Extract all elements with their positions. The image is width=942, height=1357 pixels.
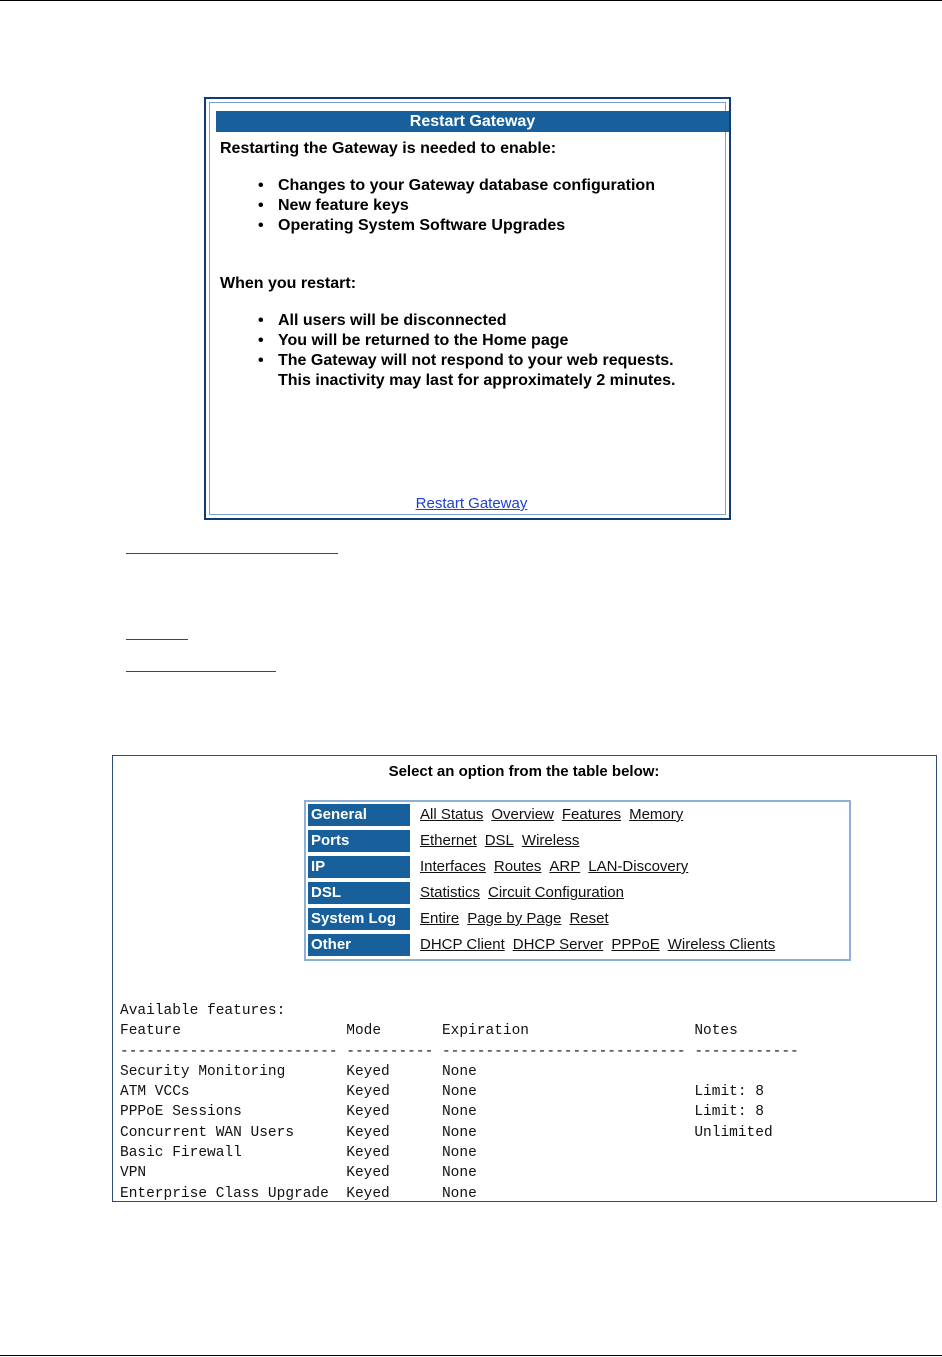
- feature-mode: Keyed: [346, 1145, 390, 1162]
- restart-effects-list: [258, 311, 678, 391]
- feature-name: Basic Firewall: [120, 1145, 242, 1162]
- nav-link-statistics[interactable]: Statistics: [420, 884, 481, 901]
- status-panel: [112, 755, 937, 1202]
- feature-row: [120, 1165, 694, 1181]
- feature-mode: Keyed: [346, 1165, 390, 1182]
- feature-mode: Keyed: [346, 1185, 390, 1202]
- separator-segment: ----------------------------: [441, 1043, 686, 1060]
- nav-link-dhcp-client[interactable]: DHCP Client: [420, 936, 505, 953]
- feature-mode: Keyed: [346, 1084, 390, 1101]
- nav-row-system-log: [308, 908, 848, 930]
- feature-name: Concurrent WAN Users: [120, 1124, 295, 1141]
- list-item: • Changes to your Gateway database configuration: [258, 176, 658, 196]
- nav-link-interfaces[interactable]: Interfaces: [420, 858, 486, 875]
- feature-expiration: None: [441, 1063, 477, 1080]
- feature-notes: Unlimited: [694, 1124, 773, 1141]
- feature-row: [120, 1064, 694, 1080]
- feature-row: [120, 1084, 764, 1100]
- feature-mode: Keyed: [346, 1063, 390, 1080]
- separator-segment: -------------------------: [120, 1043, 338, 1060]
- nav-link-memory[interactable]: Memory: [629, 806, 684, 823]
- feature-name: PPPoE Sessions: [120, 1104, 242, 1121]
- feature-name: Enterprise Class Upgrade: [120, 1185, 329, 1202]
- restart-intro-text: Restarting the Gateway is needed to enable:: [220, 140, 557, 157]
- nav-link-routes[interactable]: Routes: [493, 858, 542, 875]
- feature-expiration: None: [441, 1104, 477, 1121]
- feature-mode: Keyed: [346, 1124, 390, 1141]
- nav-link-dsl[interactable]: DSL: [484, 832, 514, 849]
- feature-expiration: None: [442, 1084, 477, 1101]
- feature-row: [120, 1104, 764, 1120]
- header-expiration: Expiration: [441, 1023, 529, 1040]
- nav-row-general: [308, 804, 848, 826]
- nav-link-entire[interactable]: Entire: [420, 910, 460, 927]
- nav-category: Ports: [308, 830, 410, 852]
- nav-link-circuit-configuration[interactable]: Circuit Configuration: [488, 884, 624, 901]
- feature-notes: Limit: 8: [694, 1104, 764, 1121]
- nav-link-dhcp-server[interactable]: DHCP Server: [512, 936, 604, 953]
- features-separator-row: [120, 1044, 799, 1060]
- link-underline[interactable]: [126, 639, 188, 640]
- link-underline[interactable]: [126, 553, 338, 554]
- feature-mode: Keyed: [346, 1104, 390, 1121]
- feature-row: [120, 1186, 694, 1202]
- top-rule: [0, 0, 942, 1]
- nav-category: Other: [308, 934, 410, 956]
- feature-row: [120, 1125, 773, 1141]
- nav-category: System Log: [308, 908, 410, 930]
- header-mode: Mode: [346, 1023, 382, 1040]
- separator-segment: ----------: [346, 1043, 434, 1060]
- nav-row-other: [308, 934, 848, 956]
- features-header-row: [120, 1023, 738, 1039]
- nav-links: [420, 910, 617, 928]
- nav-link-wireless[interactable]: Wireless: [521, 832, 580, 849]
- restart-gateway-link[interactable]: Restart Gateway: [415, 495, 528, 512]
- restart-panel-title: Restart Gateway: [216, 111, 729, 132]
- feature-name: VPN: [120, 1165, 147, 1182]
- nav-links: [420, 806, 691, 824]
- link-underline[interactable]: [126, 671, 276, 672]
- header-notes: Notes: [694, 1023, 738, 1040]
- nav-category: DSL: [308, 882, 410, 904]
- nav-link-wireless-clients[interactable]: Wireless Clients: [667, 936, 776, 953]
- nav-links: [420, 936, 783, 954]
- when-restart-heading: When you restart:: [220, 275, 357, 292]
- panel-inner-border: [209, 102, 726, 515]
- nav-link-arp[interactable]: ARP: [549, 858, 581, 875]
- feature-name: ATM VCCs: [120, 1084, 190, 1101]
- separator-segment: ------------: [694, 1043, 799, 1060]
- features-title: Available features:: [120, 1003, 286, 1019]
- list-item: • The Gateway will not respond to your web requests. This inactivity may last for approximately 2 minutes.: [258, 351, 678, 391]
- nav-link-features[interactable]: Features: [561, 806, 622, 823]
- available-features-listing: [120, 1001, 799, 1204]
- status-nav-table: [304, 800, 851, 961]
- nav-row-ports: [308, 830, 848, 852]
- enable-list: [258, 176, 658, 236]
- restart-gateway-panel: [204, 97, 731, 520]
- nav-links: [420, 858, 696, 876]
- list-item: • All users will be disconnected: [258, 311, 678, 331]
- list-item: • Operating System Software Upgrades: [258, 216, 658, 236]
- bottom-rule: [0, 1355, 942, 1356]
- nav-row-dsl: [308, 882, 848, 904]
- nav-link-overview[interactable]: Overview: [491, 806, 554, 823]
- feature-expiration: None: [441, 1185, 477, 1202]
- nav-link-lan-discovery[interactable]: LAN-Discovery: [588, 858, 689, 875]
- nav-links: [420, 832, 587, 850]
- feature-expiration: None: [441, 1124, 477, 1141]
- nav-link-page-by-page[interactable]: Page by Page: [467, 910, 562, 927]
- nav-link-pppoe[interactable]: PPPoE: [611, 936, 660, 953]
- nav-category: IP: [308, 856, 410, 878]
- nav-link-reset[interactable]: Reset: [569, 910, 609, 927]
- feature-expiration: None: [441, 1165, 477, 1182]
- list-item: • New feature keys: [258, 196, 658, 216]
- feature-rows: [120, 1064, 773, 1202]
- nav-category: General: [308, 804, 410, 826]
- list-item: • You will be returned to the Home page: [258, 331, 678, 351]
- feature-expiration: None: [441, 1145, 477, 1162]
- nav-link-ethernet[interactable]: Ethernet: [420, 832, 477, 849]
- nav-row-ip: [308, 856, 848, 878]
- feature-name: Security Monitoring: [120, 1063, 286, 1080]
- select-option-heading: Select an option from the table below:: [388, 763, 660, 780]
- nav-links: [420, 884, 632, 902]
- header-feature: Feature: [120, 1023, 181, 1040]
- nav-link-all-status[interactable]: All Status: [420, 806, 484, 823]
- feature-notes: Limit: 8: [694, 1084, 764, 1101]
- feature-row: [120, 1145, 694, 1161]
